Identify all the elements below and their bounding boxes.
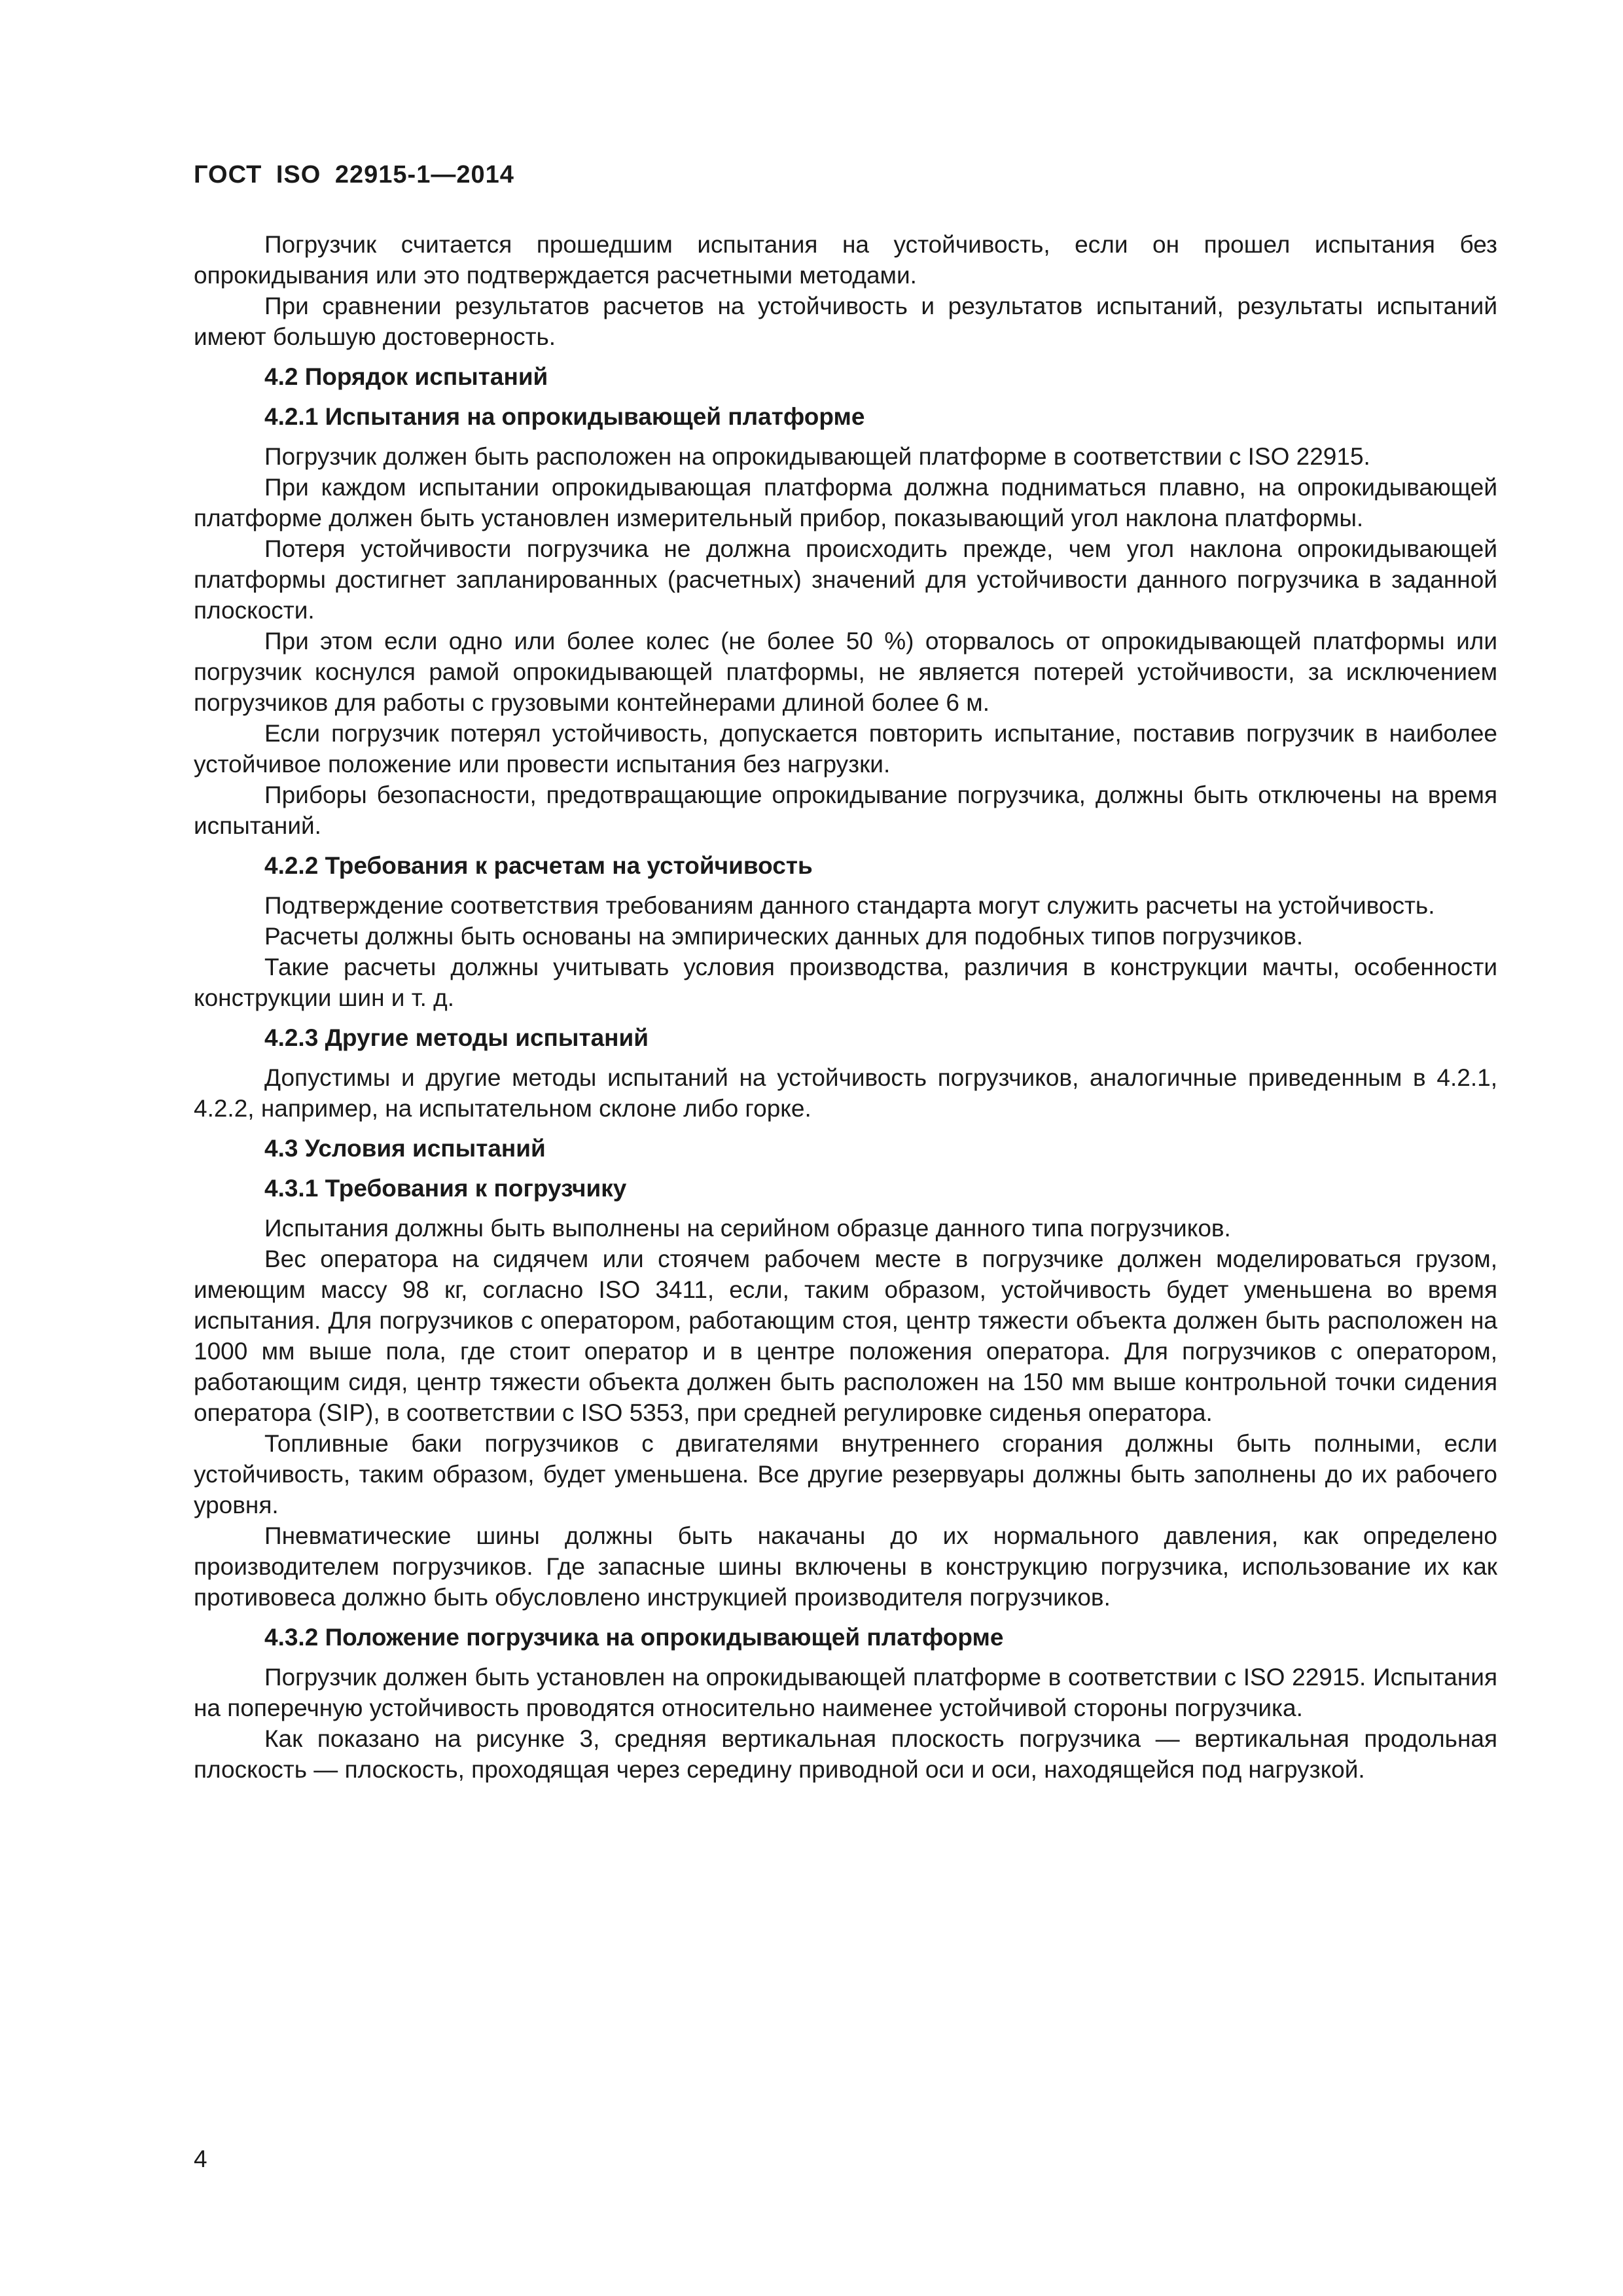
page-number: 4 bbox=[194, 2145, 207, 2172]
paragraph: Топливные баки погрузчиков с двигателями внутреннего сгорания должны быть полными, если устойчивость, таким образом, будет уменьшена. Все другие резервуары должны быть заполнены до их рабочего уровня. bbox=[194, 1430, 1497, 1518]
paragraph: Подтверждение соответствия требованиям данного стандарта могут служить расчеты на устойчивость. bbox=[264, 892, 1435, 919]
paragraph: Расчеты должны быть основаны на эмпирических данных для подобных типов погрузчиков. bbox=[264, 923, 1304, 950]
section-heading: 4.2.2 Требования к расчетам на устойчивость bbox=[264, 852, 813, 879]
paragraph: Если погрузчик потерял устойчивость, допускается повторить испытание, поставив погрузчик в наиболее устойчивое положение или провести испытания без нагрузки. bbox=[194, 720, 1497, 778]
paragraph: При каждом испытании опрокидывающая платформа должна подниматься плавно, на опрокидывающей платформе должен быть установлен измерительный прибор, показывающий угол наклона платформы. bbox=[194, 474, 1497, 531]
document-body bbox=[194, 229, 1497, 1785]
paragraph: Такие расчеты должны учитывать условия производства, различия в конструкции мачты, особенности конструкции шин и т. д. bbox=[194, 954, 1497, 1011]
paragraph: Пневматические шины должны быть накачаны до их нормального давления, как определено производителем погрузчиков. Где запасные шины включены в конструкцию погрузчика, использование их как противовеса должно быть обусловлено инструкцией производителя погрузчиков. bbox=[194, 1522, 1497, 1611]
section-heading: 4.2 Порядок испытаний bbox=[264, 363, 548, 390]
section-heading: 4.3.1 Требования к погрузчику bbox=[264, 1175, 627, 1202]
paragraph: Как показано на рисунке 3, средняя вертикальная плоскость погрузчика — вертикальная продольная плоскость — плоскость, проходящая через середину приводной оси и оси, находящейся под нагрузкой. bbox=[194, 1725, 1497, 1783]
paragraph: Вес оператора на сидячем или стоячем рабочем месте в погрузчике должен моделироваться грузом, имеющим массу 98 кг, согласно ISO 3411, если, таким образом, устойчивость будет уменьшена во время испытания. Для погрузчиков с оператором, работающим стоя, центр тяжести объекта должен быть расположен на 1000 мм выше пола, где стоит оператор и в центре положения оператора. Для погрузчиков с оператором, работающим сидя, центр тяжести объекта должен быть расположен на 150 мм выше контрольной точки сидения оператора (SIP), в соответствии с ISO 5353, при средней регулировке сиденья оператора. bbox=[194, 1246, 1497, 1426]
paragraph: Погрузчик считается прошедшим испытания на устойчивость, если он прошел испытания без опрокидывания или это подтверждается расчетными методами. bbox=[194, 231, 1497, 289]
paragraph: Погрузчик должен быть установлен на опрокидывающей платформе в соответствии с ISO 22915. Испытания на поперечную устойчивость проводятся относительно наименее устойчивой стороны погрузчика. bbox=[194, 1664, 1497, 1721]
paragraph: Приборы безопасности, предотвращающие опрокидывание погрузчика, должны быть отключены на время испытаний. bbox=[194, 781, 1497, 839]
paragraph: Потеря устойчивости погрузчика не должна происходить прежде, чем угол наклона опрокидывающей платформы достигнет запланированных (расчетных) значений для устойчивости данного погрузчика в заданной плоскости. bbox=[194, 535, 1497, 624]
document-header-code: ГОСТ ISO 22915-1—2014 bbox=[194, 161, 514, 188]
section-heading: 4.2.3 Другие методы испытаний bbox=[264, 1024, 649, 1051]
paragraph: При этом если одно или более колес (не более 50 %) оторвалось от опрокидывающей платформы или погрузчик коснулся рамой опрокидывающей платформы, не является потерей устойчивости, за исключением погрузчиков для работы с грузовыми контейнерами длиной более 6 м. bbox=[194, 628, 1497, 716]
paragraph: Погрузчик должен быть расположен на опрокидывающей платформе в соответствии с ISO 22915. bbox=[264, 443, 1370, 470]
paragraph: Допустимы и другие методы испытаний на устойчивость погрузчиков, аналогичные приведенным в 4.2.1, 4.2.2, например, на испытательном склоне либо горке. bbox=[194, 1064, 1497, 1122]
section-heading: 4.2.1 Испытания на опрокидывающей платформе bbox=[264, 403, 865, 430]
section-heading: 4.3.2 Положение погрузчика на опрокидывающей платформе bbox=[264, 1624, 1004, 1651]
section-heading: 4.3 Условия испытаний bbox=[264, 1135, 546, 1162]
paragraph: Испытания должны быть выполнены на серийном образце данного типа погрузчиков. bbox=[264, 1215, 1231, 1242]
paragraph: При сравнении результатов расчетов на устойчивость и результатов испытаний, результаты испытаний имеют большую достоверность. bbox=[194, 293, 1497, 350]
